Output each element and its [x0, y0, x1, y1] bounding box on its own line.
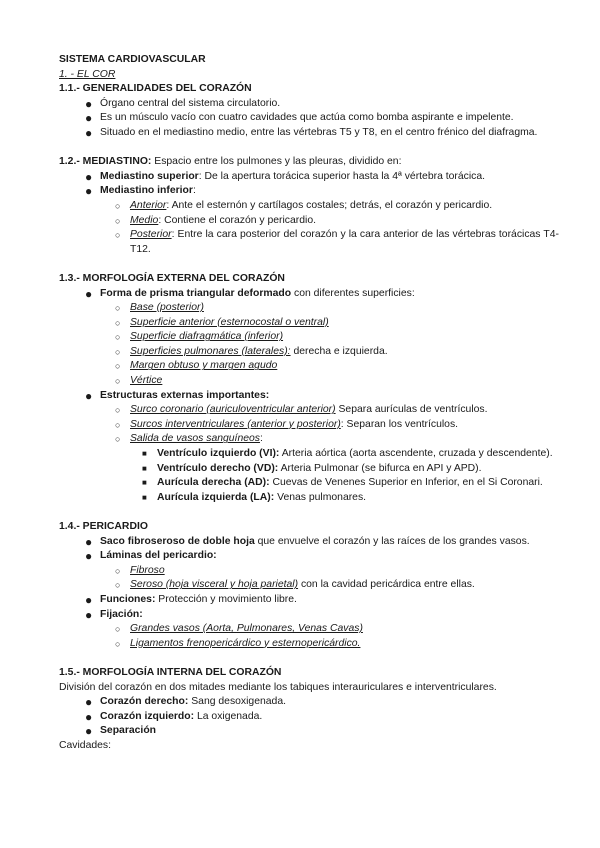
list-item: ○ Seroso (hoja visceral y hoja parietal) con la cavidad pericárdica entre ellas. [59, 578, 559, 593]
circle-bullet-icon: ○ [115, 580, 121, 591]
bullet-icon: ● [85, 286, 93, 301]
bullet-icon: ● [85, 724, 93, 739]
bullet-icon: ● [85, 607, 93, 622]
bullet-icon: ● [85, 695, 93, 710]
circle-bullet-icon: ○ [115, 200, 121, 211]
list-item: ○ Superficie diafragmática (inferior) [59, 330, 559, 345]
list-item: ● Saco fibroseroso de doble hoja que envuelve el corazón y las raíces de los grandes vasos. [85, 534, 530, 549]
section-morfologia-interna [59, 666, 559, 754]
circle-bullet-icon: ○ [115, 624, 121, 635]
circle-bullet-icon: ○ [115, 638, 121, 649]
circle-bullet-icon: ○ [115, 317, 121, 328]
bullet-icon: ● [85, 592, 93, 607]
circle-bullet-icon: ○ [115, 405, 121, 416]
list-item: ○ Fibroso [59, 564, 559, 579]
bullet-icon: ● [85, 96, 93, 111]
circle-bullet-icon: ○ [115, 565, 121, 576]
list-item: ● Forma de prisma triangular deformado con diferentes superficies: [85, 286, 415, 301]
bullet-icon: ● [85, 111, 93, 126]
circle-bullet-icon: ○ [115, 376, 121, 387]
bullet-icon: ● [85, 534, 93, 549]
list-item: ○ Surco coronario (auriculoventricular anterior) Separa aurículas de ventrículos. [59, 403, 559, 418]
list-item: ■ Ventrículo izquierdo (VI): Arteria aórtica (aorta ascendente, cruzada y descendente). [59, 447, 559, 462]
list-item: ● Es un músculo vacío con cuatro cavidades que actúa como bomba aspirante e impelente. [85, 111, 514, 126]
list-item: ● Funciones: Protección y movimiento libre. [85, 592, 297, 607]
list-item: ○ Anterior: Ante el esternón y cartílagos costales; detrás, el corazón y pericardio. [59, 199, 559, 214]
list-item: ■ Aurícula derecha (AD): Cuevas de Venenes Superior en Inferior, en el Si Coronari. [59, 476, 559, 491]
bullet-icon: ● [85, 709, 93, 724]
list-item: ○ Superficies pulmonares (laterales): derecha e izquierda. [59, 345, 559, 360]
circle-bullet-icon: ○ [115, 230, 121, 241]
list-item: ○ Posterior: Entre la cara posterior del corazón y la cara anterior de las vértebras torácicas T4-T12. [115, 229, 559, 255]
list-item: ● Estructuras externas importantes: [85, 388, 270, 403]
list-item: ● Corazón izquierdo: La oxigenada. [85, 709, 263, 724]
section-heading-generalidades: 1.1.- GENERALIDADES DEL CORAZÓN [59, 83, 252, 95]
list-item: ■ Aurícula izquierda (LA): Venas pulmonares. [59, 491, 559, 506]
section-morfologia-externa [59, 272, 559, 506]
square-bullet-icon: ■ [142, 463, 147, 473]
list-item: ○ Grandes vasos (Aorta, Pulmonares, Venas Cavas) [59, 622, 559, 637]
list-item: ● Separación [85, 724, 157, 739]
list-item: ○ Medio: Contiene el corazón y pericardio. [59, 214, 559, 229]
document-page [59, 53, 559, 754]
bullet-icon: ● [85, 388, 93, 403]
list-item: ● Situado en el mediastino medio, entre las vértebras T5 y T8, en el centro frénico del diafragma. [85, 125, 538, 140]
circle-bullet-icon: ○ [115, 434, 121, 445]
bullet-icon: ● [85, 169, 93, 184]
square-bullet-icon: ■ [142, 478, 147, 488]
square-bullet-icon: ■ [142, 492, 147, 502]
list-item: ● Mediastino superior: De la apertura torácica superior hasta la 4ª vértebra torácica. [85, 169, 485, 184]
list-item: ● Corazón derecho: Sang desoxigenada. [85, 695, 286, 710]
document-title: SISTEMA CARDIOVASCULAR [59, 54, 206, 65]
section-heading-mediastino: 1.2.- MEDIASTINO: Espacio entre los pulmones y las pleuras, dividido en: [59, 156, 402, 168]
section-heading-morfologia-interna: 1.5.- MORFOLOGÍA INTERNA DEL CORAZÓN [59, 666, 282, 678]
circle-bullet-icon: ○ [115, 303, 121, 314]
section-pericardio [59, 520, 559, 651]
section-mediastino [59, 155, 559, 257]
list-item: ● Mediastino inferior: [85, 184, 196, 199]
list-item: ○ Salida de vasos sanguíneos: [59, 432, 559, 447]
list-item: ● Fijación: [85, 607, 143, 622]
circle-bullet-icon: ○ [115, 361, 121, 372]
circle-bullet-icon: ○ [115, 419, 121, 430]
list-item: ○ Vértice [59, 374, 559, 389]
bullet-icon: ● [85, 125, 93, 140]
list-item: ● Láminas del pericardio: [85, 549, 217, 564]
list-item: ○ Surcos interventriculares (anterior y posterior): Separan los ventrículos. [59, 418, 559, 433]
paragraph: División del corazón en dos mitades mediante los tabiques interauriculares e interventriculares. [59, 681, 497, 693]
circle-bullet-icon: ○ [115, 215, 121, 226]
circle-bullet-icon: ○ [115, 346, 121, 357]
bullet-icon: ● [85, 549, 93, 564]
paragraph: Cavidades: [59, 739, 111, 751]
list-item: ○ Margen obtuso y margen agudo [59, 359, 559, 374]
list-item: ■ Ventrículo derecho (VD): Arteria Pulmonar (se bifurca en API y APD). [59, 462, 559, 477]
section-heading-morfologia-externa: 1.3.- MORFOLOGÍA EXTERNA DEL CORAZÓN [59, 272, 285, 284]
list-item: ○ Ligamentos frenopericárdico y esternopericárdico. [59, 637, 559, 652]
list-item: ○ Superficie anterior (esternocostal o ventral) [59, 316, 559, 331]
list-item: ○ Base (posterior) [59, 301, 559, 316]
list-item: ● Órgano central del sistema circulatorio. [85, 96, 281, 111]
section-heading-pericardio: 1.4.- PERICARDIO [59, 521, 148, 532]
document-subtitle: 1. - EL COR [59, 68, 116, 80]
bullet-icon: ● [85, 184, 93, 199]
circle-bullet-icon: ○ [115, 332, 121, 343]
square-bullet-icon: ■ [142, 449, 147, 459]
